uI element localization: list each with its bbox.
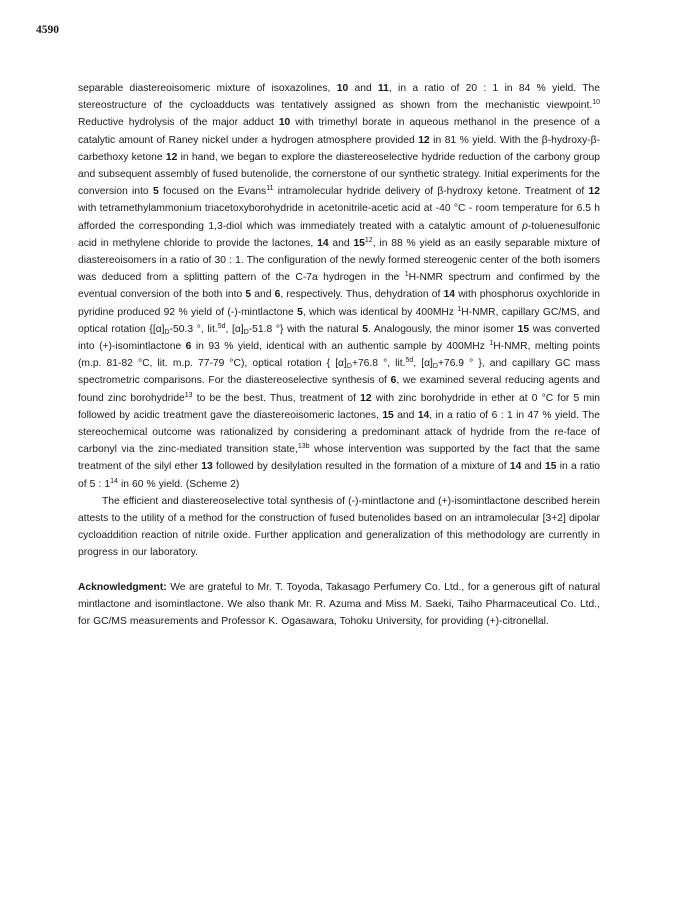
text-run: H-NMR, capillary GC/MS, and optical rotation {[α] — [78, 306, 601, 335]
text-run: and — [348, 83, 378, 94]
text-run: H-NMR, melting points (m.p. 81-82 °C, lit. m.p. 77-79 °C), optical rotation { [α] — [78, 341, 601, 370]
superscript: 10 — [592, 99, 600, 107]
text-run: and — [251, 289, 275, 301]
bold-text: 5 — [245, 289, 252, 301]
text-run: in 93 % yield, identical with an authentic sample by 400MHz — [191, 341, 490, 353]
superscript: 12 — [364, 236, 373, 244]
text-run: , which was identical by 400MHz — [302, 306, 458, 318]
text-run: in 60 % yield. (Scheme 2) — [117, 478, 240, 490]
text-run: , in a ratio of 6 : 1 in 47 % yield. The stereochemical outcome was rationalized by considering a predominant attack of hydride from the re-face of carbonyl via the zinc-mediated transition state, — [78, 409, 600, 456]
superscript: 1 — [489, 340, 494, 348]
bold-text: 15 — [353, 237, 365, 249]
text-run: with tetramethylammonium triacetoxyborohydride in acetonitrile-acetic acid at -40 °C - room temperature for 6.5 h afforded the corresponding 1,3-diol which was immediately treated with a catalytic amount of — [78, 203, 600, 232]
bold-text: 10 — [278, 117, 291, 129]
text-run: +76.9 ° }, and capillary GC mass spectrometric comparisons. For the diastereoselective synthesis of — [78, 358, 600, 387]
bold-text: Acknowledgment: — [78, 581, 167, 593]
text-run: in hand, we began to explore the diastereoselective hydride reduction of the carbony group and subsequent assembly of fused butenolide, the cornerstone of our synthetic strategy. Initial experiments for the conversion into — [78, 151, 600, 198]
superscript: 5d — [405, 357, 414, 365]
bold-text: 5 — [362, 323, 368, 335]
bold-text: 6 — [390, 375, 397, 387]
text-run: whose intervention was supported by the fact that the same treatment of the silyl ether — [78, 444, 600, 473]
text-run: -50.3 °, lit. — [169, 323, 218, 335]
text-run: +76.8 °, lit. — [351, 358, 406, 370]
bold-text: 11 — [378, 83, 389, 94]
bold-text: 14 — [417, 409, 430, 421]
bold-text: 12 — [165, 151, 178, 163]
text-run: with zinc borohydride in ether at 0 °C for 5 min followed by acidic treatment gave the diastereoisomeric lactones, — [78, 392, 600, 421]
text-run: and — [521, 461, 545, 473]
text-run: intramolecular hydride delivery of β-hydroxy ketone. Treatment of — [273, 186, 589, 198]
page-number: 4590 — [36, 24, 59, 36]
bold-text: 12 — [360, 392, 372, 404]
superscript: 1 — [404, 271, 409, 279]
text-run: separable diastereoisomeric mixture of isoxazolines, — [78, 83, 337, 94]
text-run: We are grateful to Mr. T. Toyoda, Takasago Perfumery Co. Ltd., for a generous gift of natural mintlactone and isomintlactone. We also thank Mr. R. Azuma and Miss M. Saeki, Taiho Pharmaceutical Co. Ltd., for GC/MS measurements and Professor K. Ogasawara, Tohoku University, for providing (+)-citronellal. — [78, 581, 600, 628]
text-run: H-NMR spectrum and confirmed by the eventual conversion of the both into — [78, 272, 600, 301]
text-run: with phosphorus oxychloride in pyridine produced 92 % yield of (-)-mintlactone — [78, 289, 600, 318]
text-run: and — [328, 237, 354, 249]
superscript: 5d — [217, 322, 226, 330]
bold-text: 12 — [418, 134, 430, 146]
text-run: Reductive hydrolysis of the major adduct — [78, 117, 279, 129]
text-run: was converted into (+)-isomintlactone — [78, 323, 600, 353]
text-run: focused on the Evans — [158, 186, 267, 198]
bold-text: 10 — [336, 83, 349, 94]
text-run: with trimethyl borate in aqueous methanol in the presence of a catalytic amount of Raney nickel under a hydrogen atmosphere provided — [78, 117, 600, 146]
superscript: 13b — [297, 443, 310, 451]
text-run: . Analogously, the minor isomer — [367, 323, 518, 335]
text-run: followed by desilylation resulted in the formation of a mixture of — [212, 461, 510, 473]
article-body — [78, 80, 600, 630]
bold-text: 5 — [297, 306, 303, 318]
bold-text: 13 — [201, 461, 213, 473]
text-run: in a ratio of 5 : 1 — [78, 461, 600, 490]
body-paragraph-conclusion — [78, 493, 600, 562]
bold-text: 15 — [517, 323, 530, 335]
bold-text: 5 — [152, 186, 159, 198]
subscript: D — [164, 328, 170, 336]
bold-text: 14 — [443, 289, 456, 301]
acknowledgment-paragraph — [78, 579, 600, 631]
superscript: 11 — [266, 185, 274, 193]
text-run: The efficient and diastereoselective total synthesis of (-)-mintlactone and (+)-isomintlactone described herein attests to the utility of a method for the construction of fused butenolides based on an intramolecular [3+2] dipolar cycloaddition reaction of nitrile oxide. Further application and generalization of this methodology are currently in progress in our laboratory. — [78, 495, 600, 559]
text-run: , [α] — [225, 323, 244, 335]
bold-text: 6 — [185, 341, 192, 353]
subscript: D — [346, 363, 352, 371]
text-run: -toluenesulfonic acid in methylene chloride to provide the lactones, — [78, 220, 600, 249]
bold-text: 15 — [382, 409, 394, 421]
subscript: D — [243, 328, 249, 336]
text-run: , [α] — [413, 358, 433, 370]
body-paragraph-results — [78, 80, 600, 493]
text-run: in 81 % yield. With the β-hydroxy-β-carbethoxy ketone — [78, 134, 600, 163]
bold-text: 14 — [509, 461, 522, 473]
text-run: to be the best. Thus, treatment of — [192, 392, 361, 404]
superscript: 1 — [457, 305, 462, 313]
text-run: and — [393, 409, 418, 421]
bold-text: 14 — [317, 237, 329, 249]
italic-text: p — [522, 220, 528, 232]
bold-text: 12 — [588, 186, 600, 198]
superscript: 13 — [184, 391, 193, 399]
superscript: 14 — [110, 477, 118, 485]
text-run: , respectively. Thus, dehydration of — [280, 289, 444, 301]
subscript: D — [432, 363, 438, 371]
text-run: , in a ratio of 20 : 1 in 84 % yield. The stereostructure of the cycloadducts was tentatively assigned as shown from the mechanistic viewpoint. — [78, 83, 601, 112]
text-run: , in 88 % yield as an easily separable mixture of diastereoisomers in a ratio of 30 : 1. The configuration of the newly formed stereogenic center of the both isomers was deduced from a splitting pattern of the C-7a hydrogen in the — [78, 237, 600, 284]
text-run: , we examined several reducing agents and found zinc borohydride — [78, 375, 600, 404]
bold-text: 15 — [545, 461, 557, 473]
bold-text: 6 — [274, 289, 281, 301]
text-run: -51.8 °} with the natural — [248, 323, 363, 335]
